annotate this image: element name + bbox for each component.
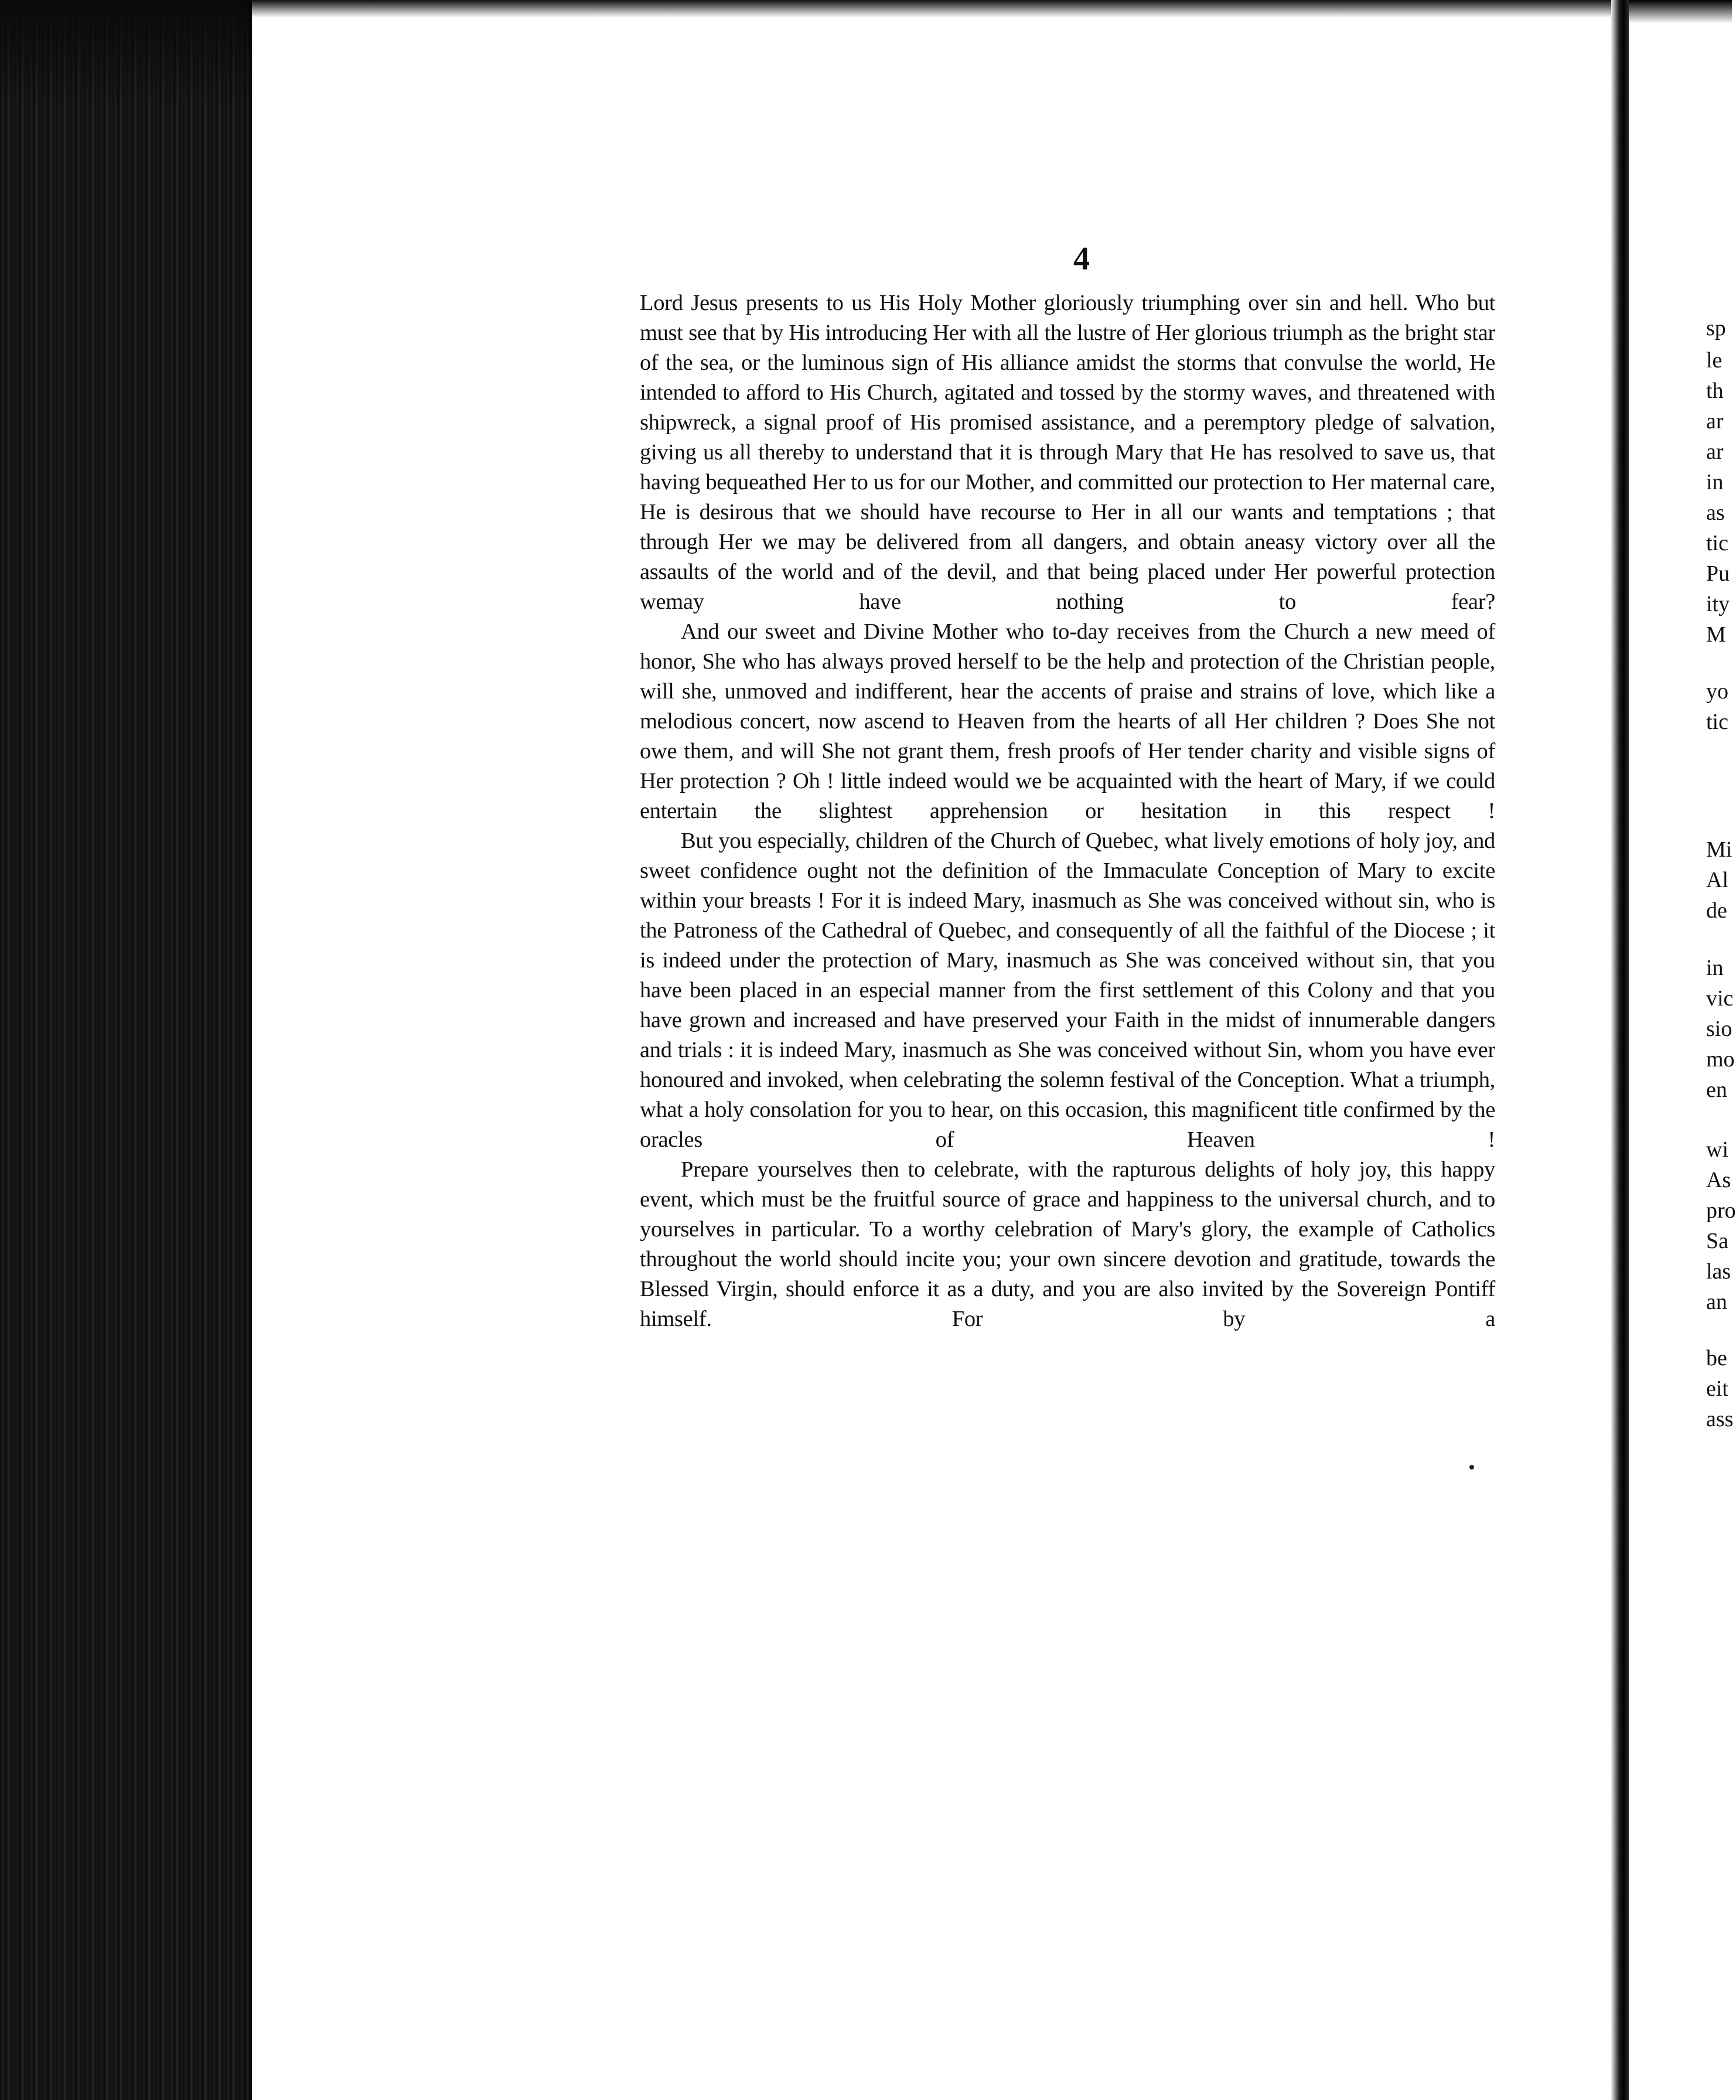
facing-fragment: ass <box>1706 1407 1734 1431</box>
facing-fragment: ar <box>1706 439 1724 464</box>
facing-fragment: Pu <box>1706 561 1730 586</box>
facing-fragment: sp <box>1706 316 1726 340</box>
facing-fragment: As <box>1706 1168 1731 1192</box>
facing-fragment: wi <box>1706 1137 1728 1162</box>
spine-shadow <box>0 0 252 105</box>
facing-fragment: vic <box>1706 986 1734 1011</box>
page-top-shadow <box>252 0 1611 18</box>
paragraph-1: Lord Jesus presents to us His Holy Mother gloriously triumphing over sin and hell. Who but must see that by His introducing Her with all the lustre of Her glorious triumph as the bright star of the sea, or the luminous sign of His alliance amidst the storms that convulse the world, He intended to afford to His Church, agitated and tossed by the stormy waves, and threatened with shipwreck, a signal proof of His promised assistance, and a peremptory pledge of salvation, giving us all thereby to understand that it is through Mary that He has resolved to save us, that having bequeathed Her to us for our Mother, and committed our protection to Her maternal care, He is desirous that we should have recourse to Her in all our wants and temptations ; that through Her we may be delivered from all dangers, and obtain aneasy victory over all the assaults of the world and of the devil, and that being placed under Her powerful protection wemay have nothing to fear? <box>640 291 1495 614</box>
book-gutter <box>1611 0 1629 2100</box>
facing-fragment: in <box>1706 956 1724 980</box>
book-spine-edge <box>0 0 252 2100</box>
facing-fragment: las <box>1706 1259 1731 1284</box>
facing-fragment: mo <box>1706 1047 1735 1072</box>
facing-fragment: as <box>1706 500 1725 525</box>
facing-fragment: eit <box>1706 1376 1728 1401</box>
paragraph-2: And our sweet and Divine Mother who to-day receives from the Church a new meed of honor, She who has always proved herself to be the help and protection of the Christian people, will she, unmoved and indifferent, hear the accents of praise and strains of love, which like a melodious concert, now ascend to Heaven from the hearts of all Her children ? Does She not owe them, and will She not grant them, fresh proofs of Her tender charity and visible signs of Her protection ? Oh ! little indeed would we be acquainted with the heart of Mary, if we could entertain the slightest apprehension or hesitation in this respect ! <box>640 619 1495 823</box>
facing-fragment: de <box>1706 898 1727 923</box>
facing-fragment: ar <box>1706 409 1724 434</box>
facing-fragment: tic <box>1706 710 1728 734</box>
facing-fragment: be <box>1706 1346 1727 1371</box>
facing-fragment: Mi <box>1706 837 1732 862</box>
facing-fragment: an <box>1706 1290 1727 1314</box>
facing-fragment: yo <box>1706 679 1728 704</box>
page-number: 4 <box>1073 241 1090 277</box>
paragraph-3: But you especially, children of the Church of Quebec, what lively emotions of holy joy, and sweet confidence ought not the definition of the Immaculate Conception of Mary to excite within your breasts ! For it is indeed Mary, inasmuch as She was conceived without sin, who is the Patroness of the Cathedral of Quebec, and consequently of all the faithful of the Diocese ; it is indeed under the protection of Mary, inasmuch as She was conceived without sin, that you have been placed in an especial manner from the first settlement of this Colony and that you have grown and increased and have preserved your Faith in the midst of innumerable dangers and trials : it is indeed Mary, inasmuch as She was conceived without Sin, whom you have ever honoured and invoked, when celebrating the solemn festival of the Conception. What a triumph, what a holy consolation for you to hear, on this occasion, this magnificent title confirmed by the oracles of Heaven ! <box>640 829 1495 1152</box>
facing-fragment: sio <box>1706 1017 1732 1041</box>
page-body-text <box>640 288 1495 1334</box>
facing-fragment: ity <box>1706 592 1730 616</box>
facing-fragment: pro <box>1706 1198 1736 1223</box>
facing-fragment: le <box>1706 348 1723 373</box>
facing-fragment: Sa <box>1706 1229 1728 1253</box>
facing-fragment: tic <box>1706 531 1728 555</box>
facing-fragment: in <box>1706 470 1724 495</box>
facing-fragment: en <box>1706 1078 1727 1102</box>
facing-fragment: M <box>1706 622 1726 647</box>
facing-fragment: Al <box>1706 868 1728 892</box>
facing-page-shadow <box>1629 0 1732 23</box>
ink-speck <box>1469 1465 1474 1470</box>
facing-fragment: th <box>1706 379 1724 403</box>
paragraph-4: Prepare yourselves then to celebrate, with the rapturous delights of holy joy, this happy event, which must be the fruitful source of grace and happiness to the universal church, and to yourselves in particular. To a worthy celebration of Mary's glory, the example of Catholics throughout the world should incite you; your own sincere devotion and gratitude, towards the Blessed Virgin, should enforce it as a duty, and you are also invited by the Sovereign Pontiff himself. For by a <box>640 1157 1495 1331</box>
